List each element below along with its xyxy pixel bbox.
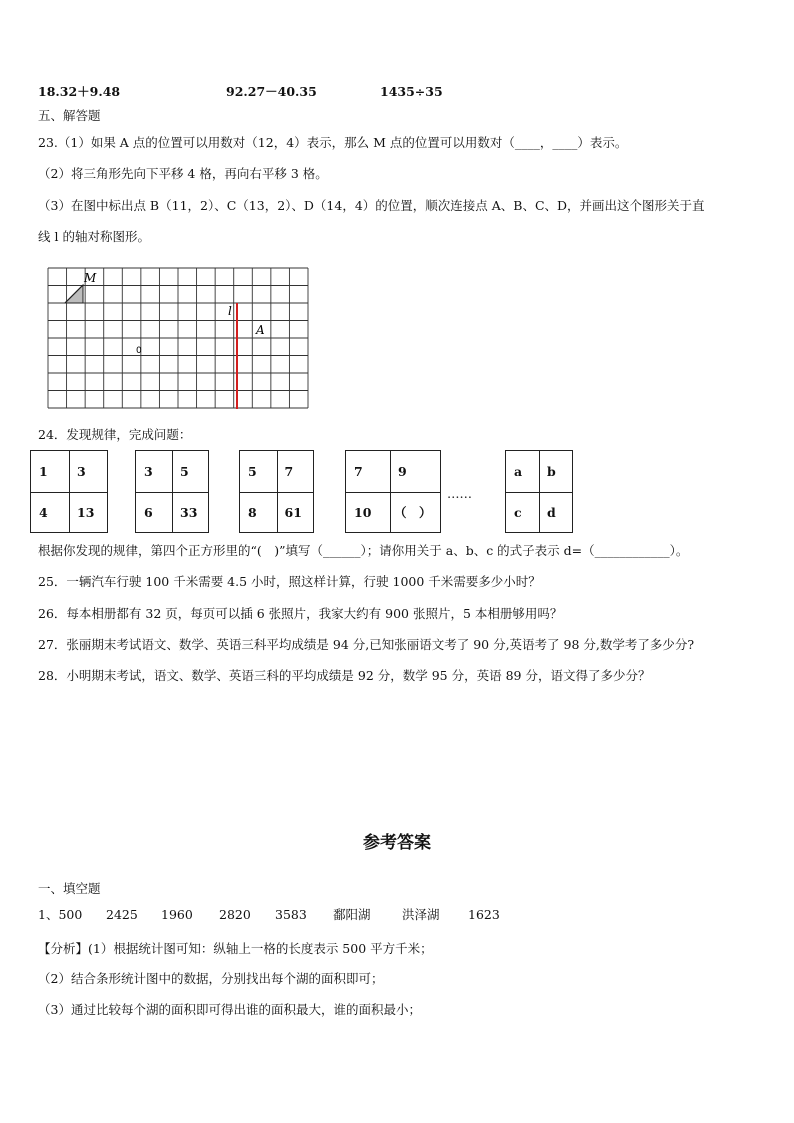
label-l: l xyxy=(228,304,232,318)
cell: 10 xyxy=(354,504,372,520)
cell: a xyxy=(514,464,523,479)
answer-value: 1、500 xyxy=(38,907,83,922)
cell: 5 xyxy=(180,464,189,479)
pattern-square-1 xyxy=(30,450,108,533)
analysis-line-3: （3）通过比较每个湖的面积即可得出谁的面积最大，谁的面积最小； xyxy=(38,1002,421,1017)
q25: 25．一辆汽车行驶 100 千米需要 4.5 小时，照这样计算，行驶 1000 千米需要多少小时？ xyxy=(38,574,541,589)
analysis-line-2: （2）结合条形统计图中的数据，分别找出每个湖的面积即可； xyxy=(38,971,384,986)
cell: 8 xyxy=(248,504,257,520)
cell: 3 xyxy=(77,464,86,479)
cell: 7 xyxy=(284,464,294,479)
label-origin: 0 xyxy=(136,346,142,356)
answer-value: 洪泽湖 xyxy=(402,907,440,922)
answer-1-row xyxy=(38,907,738,923)
q27: 27．张丽期末考试语文、数学、英语三科平均成绩是 94 分,已知张丽语文考了 90 分,英语考了 98 分,数学考了多少分? xyxy=(38,637,695,652)
cell: 4 xyxy=(39,504,48,520)
q23-line1: 23.（1）如果 A 点的位置可以用数对（12，4）表示，那么 M 点的位置可以用数对（____，____）表示。 xyxy=(38,135,628,150)
q24-question: 根据你发现的规律，第四个正方形里的“( )”填写（______）；请你用关于 a、b、c 的式子表示 d=（____________）。 xyxy=(38,543,689,558)
q24-title: 24．发现规律，完成问题： xyxy=(38,427,192,442)
pattern-square-4 xyxy=(345,450,441,533)
q23-line2: （2）将三角形先向下平移 4 格，再向右平移 3 格。 xyxy=(38,166,328,181)
cell: 3 xyxy=(144,464,153,479)
cell: c xyxy=(514,504,522,520)
cell: b xyxy=(547,464,556,479)
q23-line3: （3）在图中标出点 B（11，2）、C（13，2）、D（14，4）的位置，顺次连接点 A、B、C、D，并画出这个图形关于直 xyxy=(38,198,705,213)
q28: 28．小明期末考试，语文、数学、英语三科的平均成绩是 92 分，数学 95 分，英语 89 分，语文得了多少分？ xyxy=(38,668,651,683)
cell: 61 xyxy=(284,504,302,520)
calc-item-3: 1435÷35 xyxy=(380,84,443,99)
cell: 1 xyxy=(39,464,48,479)
q23-line4: 线 l 的轴对称图形。 xyxy=(38,229,150,244)
calc-item-2: 92.27－40.35 xyxy=(226,84,317,99)
calc-item-1: 18.32＋9.48 xyxy=(38,84,121,99)
cell: 9 xyxy=(398,464,407,479)
cell: 6 xyxy=(144,504,153,520)
answer-section-heading: 一、填空题 xyxy=(38,881,101,896)
answer-value: 1960 xyxy=(161,907,193,922)
coordinate-grid xyxy=(47,267,309,409)
cell: 5 xyxy=(248,464,257,479)
pattern-square-3 xyxy=(239,450,314,533)
q26: 26．每本相册都有 32 页，每页可以插 6 张照片，我家大约有 900 张照片，5 本相册够用吗？ xyxy=(38,606,563,621)
answer-value: 2425 xyxy=(106,907,138,922)
cell: 13 xyxy=(77,504,95,520)
analysis-line-1: 【分析】(1）根据统计图可知：纵轴上一格的长度表示 500 平方千米； xyxy=(38,941,433,956)
answer-blank-cell: （ ） xyxy=(394,504,432,520)
cell: 7 xyxy=(354,464,363,479)
ellipsis: …… xyxy=(447,486,472,501)
answer-value: 1623 xyxy=(468,907,500,922)
label-m: M xyxy=(84,271,97,285)
pattern-square-2 xyxy=(135,450,209,533)
pattern-square-5 xyxy=(505,450,573,533)
grid-lines xyxy=(48,268,308,408)
cell: d xyxy=(547,504,556,520)
answer-value: 鄱阳湖 xyxy=(333,907,371,922)
answer-title: 参考答案 xyxy=(363,833,431,853)
answer-value: 3583 xyxy=(275,907,307,922)
cell: 33 xyxy=(180,504,198,520)
section-heading: 五、解答题 xyxy=(38,108,101,123)
answer-value: 2820 xyxy=(219,907,251,922)
label-a: A xyxy=(256,323,265,337)
